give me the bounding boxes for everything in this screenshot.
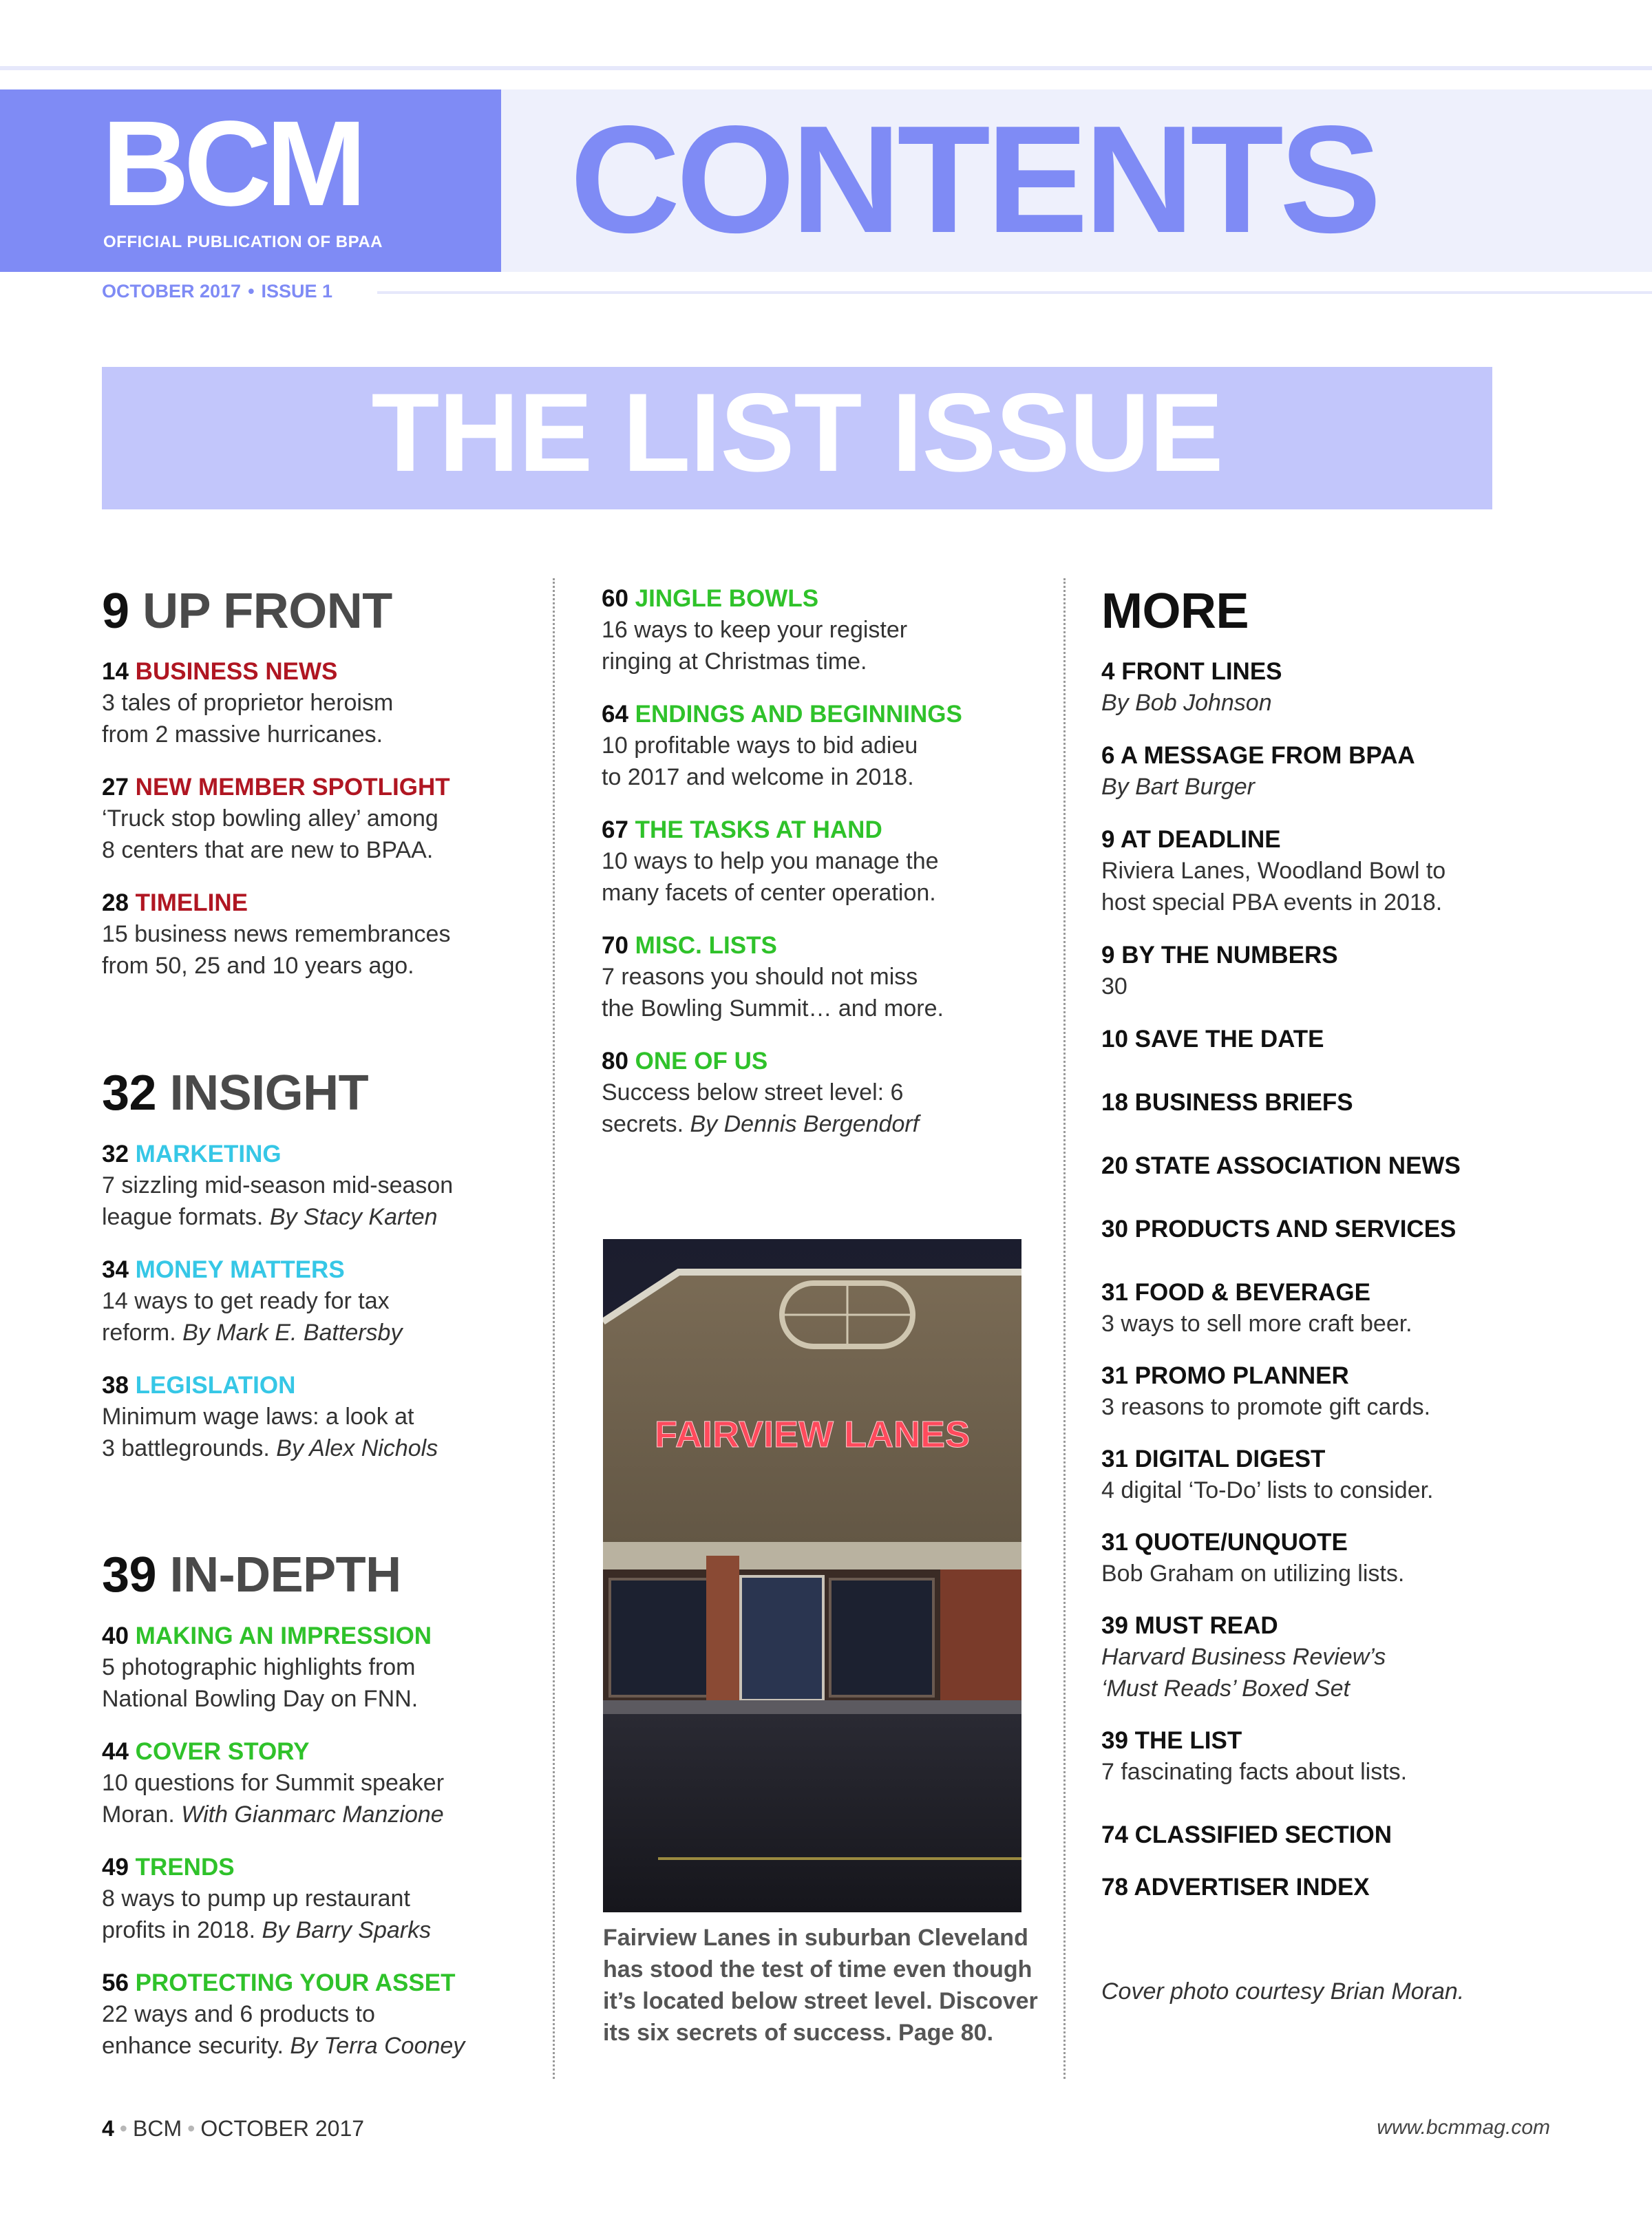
- entry-title: 74 CLASSIFIED SECTION: [1101, 1821, 1392, 1848]
- entry-desc: 22 ways and 6 products to: [102, 2001, 375, 2027]
- toc-entry[interactable]: [1101, 1527, 1569, 1589]
- entry-page: 40: [102, 1622, 129, 1649]
- entry-title: MAKING AN IMPRESSION: [135, 1622, 432, 1649]
- section-number: 9: [102, 584, 129, 639]
- top-rule: [0, 66, 1652, 70]
- entry-title: 4 FRONT LINES: [1101, 658, 1282, 685]
- entry-byline: By Stacy Karten: [269, 1204, 438, 1230]
- entry-byline: By Alex Nichols: [276, 1435, 438, 1461]
- footer-bullet: •: [119, 2116, 127, 2141]
- toc-entry[interactable]: [102, 657, 570, 750]
- entry-desc: 8 ways to pump up restaurant: [102, 1885, 410, 1912]
- toc-entry[interactable]: [602, 1046, 1070, 1140]
- toc-entry[interactable]: [1101, 1444, 1569, 1506]
- entry-desc: 3 reasons to promote gift cards.: [1101, 1394, 1431, 1420]
- entry-desc: 3 battlegrounds.: [102, 1435, 270, 1461]
- entry-title: PROTECTING YOUR ASSET: [135, 1969, 456, 1996]
- bcm-logo: BCM: [102, 96, 361, 231]
- toc-entry[interactable]: [602, 584, 1070, 677]
- entry-byline: By Bob Johnson: [1101, 690, 1272, 716]
- toc-entry[interactable]: [1101, 1151, 1569, 1181]
- entry-title: 39 MUST READ: [1101, 1612, 1278, 1639]
- footer-folio: [102, 2116, 364, 2142]
- entry-title: 39 THE LIST: [1101, 1727, 1242, 1754]
- entry-desc: 7 fascinating facts about lists.: [1101, 1759, 1408, 1785]
- entry-byline: By Bart Burger: [1101, 774, 1255, 800]
- entry-title: COVER STORY: [135, 1738, 310, 1765]
- entry-page: 34: [102, 1256, 129, 1283]
- toc-entry[interactable]: [102, 1139, 570, 1233]
- entry-title: TRENDS: [135, 1854, 235, 1881]
- entry-desc: host special PBA events in 2018.: [1101, 889, 1443, 916]
- toc-entry[interactable]: [102, 1371, 570, 1464]
- entry-page: 67: [602, 816, 628, 843]
- entry-desc: ringing at Christmas time.: [602, 648, 867, 675]
- entry-page: 49: [102, 1854, 129, 1881]
- entry-title: LEGISLATION: [135, 1372, 296, 1399]
- entry-byline: By Dennis Bergendorf: [690, 1111, 920, 1137]
- entry-page: 70: [602, 932, 628, 959]
- fairview-lanes-photo: [603, 1239, 1021, 1912]
- entry-desc: many facets of center operation.: [602, 880, 936, 906]
- toc-entry[interactable]: [102, 1255, 570, 1349]
- toc-entry[interactable]: [102, 772, 570, 866]
- entry-title: NEW MEMBER SPOTLIGHT: [135, 774, 450, 801]
- entry-page: 38: [102, 1372, 129, 1399]
- entry-title: MISC. LISTS: [635, 932, 777, 959]
- entry-desc: 7 sizzling mid-season mid-season: [102, 1172, 454, 1198]
- cover-credit-text: Cover photo courtesy Brian Moran.: [1101, 1978, 1465, 2005]
- toc-entry[interactable]: [1101, 1726, 1569, 1788]
- toc-entry[interactable]: [1101, 1024, 1569, 1055]
- entry-title: 18 BUSINESS BRIEFS: [1101, 1089, 1353, 1116]
- section-word: INSIGHT: [169, 1066, 369, 1121]
- entry-desc: 15 business news remembrances: [102, 921, 451, 947]
- entry-page: 80: [602, 1048, 628, 1075]
- entry-desc: National Bowling Day on FNN.: [102, 1686, 419, 1712]
- entry-desc: Riviera Lanes, Woodland Bowl to: [1101, 858, 1446, 884]
- list-issue-title: THE LIST ISSUE: [371, 370, 1223, 495]
- section-more: [1101, 584, 1249, 639]
- entry-byline: By Terra Cooney: [290, 2033, 465, 2059]
- entry-desc: 10 questions for Summit speaker: [102, 1770, 445, 1796]
- entry-desc: 10 profitable ways to bid adieu: [602, 732, 918, 759]
- entry-desc: 4 digital ‘To-Do’ lists to consider.: [1101, 1477, 1434, 1503]
- entry-desc: Bob Graham on utilizing lists.: [1101, 1561, 1405, 1587]
- entry-desc: reform.: [102, 1320, 176, 1346]
- entry-desc: 16 ways to keep your register: [602, 617, 908, 643]
- toc-entry[interactable]: [102, 1852, 570, 1946]
- toc-entry[interactable]: [602, 931, 1070, 1024]
- entry-desc: ‘Must Reads’ Boxed Set: [1101, 1675, 1350, 1702]
- entry-title: TIMELINE: [135, 889, 248, 916]
- footer-url[interactable]: www.bcmmag.com: [1377, 2116, 1550, 2139]
- column-divider-2: [1063, 578, 1066, 2079]
- toc-entry[interactable]: [102, 1621, 570, 1715]
- toc-entry[interactable]: [102, 1737, 570, 1830]
- entry-title: 31 DIGITAL DIGEST: [1101, 1446, 1326, 1472]
- issue-line: [102, 281, 332, 302]
- entry-title: 9 BY THE NUMBERS: [1101, 942, 1338, 969]
- entry-desc: 30: [1101, 973, 1127, 1000]
- entry-desc: to 2017 and welcome in 2018.: [602, 764, 914, 790]
- footer-magazine: BCM: [133, 2116, 182, 2141]
- entry-byline: By Barry Sparks: [262, 1917, 432, 1943]
- entry-page: 28: [102, 889, 129, 916]
- entry-title: THE TASKS AT HAND: [635, 816, 882, 843]
- entry-desc: 8 centers that are new to BPAA.: [102, 837, 434, 863]
- entry-title: 6 A MESSAGE FROM BPAA: [1101, 742, 1415, 769]
- entry-title: 20 STATE ASSOCIATION NEWS: [1101, 1152, 1461, 1179]
- entry-desc: enhance security.: [102, 2033, 284, 2059]
- toc-entry[interactable]: [1101, 1361, 1569, 1423]
- entry-title: 10 SAVE THE DATE: [1101, 1026, 1324, 1053]
- storefront-illustration: [603, 1239, 1021, 1912]
- issue-bullet: •: [248, 281, 255, 302]
- issue-number: ISSUE 1: [261, 281, 333, 302]
- entry-desc: Minimum wage laws: a look at: [102, 1404, 414, 1430]
- entry-title: JINGLE BOWLS: [635, 585, 819, 612]
- toc-entry[interactable]: [1101, 1088, 1569, 1118]
- entry-desc: ‘Truck stop bowling alley’ among: [102, 805, 438, 832]
- entry-desc: from 2 massive hurricanes.: [102, 721, 383, 748]
- toc-entry[interactable]: [1101, 1278, 1569, 1340]
- entry-title: 31 FOOD & BEVERAGE: [1101, 1279, 1370, 1306]
- entry-desc: from 50, 25 and 10 years ago.: [102, 953, 414, 979]
- toc-entry[interactable]: [1101, 741, 1569, 803]
- entry-page: 44: [102, 1738, 129, 1765]
- entry-desc: 7 reasons you should not miss: [602, 964, 918, 990]
- entry-desc: 14 ways to get ready for tax: [102, 1288, 390, 1314]
- entry-desc: 10 ways to help you manage the: [602, 848, 939, 874]
- section-in-depth: [102, 1547, 401, 1603]
- entry-title: ONE OF US: [635, 1048, 768, 1075]
- entry-desc: league formats.: [102, 1204, 264, 1230]
- section-up-front: [102, 584, 392, 639]
- cover-credit: [1101, 1976, 1569, 2007]
- toc-entry[interactable]: [1101, 1820, 1569, 1850]
- entry-desc: profits in 2018.: [102, 1917, 256, 1943]
- toc-entry[interactable]: [102, 888, 570, 982]
- entry-desc: 3 tales of proprietor heroism: [102, 690, 394, 716]
- section-word: IN-DEPTH: [169, 1547, 401, 1603]
- toc-entry[interactable]: [1101, 1872, 1569, 1903]
- entry-title: MONEY MATTERS: [135, 1256, 345, 1283]
- sign-text: FAIRVIEW LANES: [654, 1414, 971, 1455]
- entry-desc: the Bowling Summit… and more.: [602, 995, 944, 1022]
- entry-desc: Success below street level: 6: [602, 1079, 904, 1106]
- issue-rule: [377, 291, 1652, 294]
- toc-entry[interactable]: [1101, 825, 1569, 918]
- entry-title: BUSINESS NEWS: [135, 658, 338, 685]
- toc-entry[interactable]: [102, 1968, 570, 2062]
- toc-entry[interactable]: [1101, 1611, 1569, 1704]
- toc-entry[interactable]: [602, 699, 1070, 793]
- entry-byline: By Mark E. Battersby: [182, 1320, 403, 1346]
- entry-title: 78 ADVERTISER INDEX: [1101, 1874, 1370, 1901]
- entry-title: 31 PROMO PLANNER: [1101, 1362, 1349, 1389]
- section-number: 39: [102, 1547, 157, 1603]
- entry-title: 9 AT DEADLINE: [1101, 826, 1281, 853]
- entry-title: 30 PRODUCTS AND SERVICES: [1101, 1216, 1457, 1243]
- entry-desc: 3 ways to sell more craft beer.: [1101, 1311, 1412, 1337]
- entry-title: MARKETING: [135, 1141, 282, 1167]
- entry-desc: Moran.: [102, 1801, 175, 1828]
- logo-subtitle: OFFICIAL PUBLICATION OF BPAA: [103, 233, 383, 251]
- entry-page: 32: [102, 1141, 129, 1167]
- section-word: UP FRONT: [142, 584, 392, 639]
- entry-page: 60: [602, 585, 628, 612]
- entry-page: 56: [102, 1969, 129, 1996]
- page-title: CONTENTS: [570, 94, 1377, 265]
- section-word: MORE: [1101, 584, 1249, 639]
- toc-entry[interactable]: [1101, 940, 1569, 1002]
- photo-caption: Fairview Lanes in suburban Cleveland has stood the test of time even though it’s located below street level. Discover its six secrets of success. Page 80.: [603, 1925, 1038, 2046]
- entry-page: 64: [602, 701, 628, 728]
- entry-title: ENDINGS AND BEGINNINGS: [635, 701, 962, 728]
- toc-entry[interactable]: [602, 815, 1070, 909]
- entry-byline: With Gianmarc Manzione: [181, 1801, 444, 1828]
- entry-desc: 5 photographic highlights from: [102, 1654, 416, 1680]
- issue-date: OCTOBER 2017: [102, 281, 242, 302]
- entry-title: 31 QUOTE/UNQUOTE: [1101, 1529, 1348, 1556]
- page-number: 4: [102, 2116, 114, 2141]
- entry-page: 27: [102, 774, 129, 801]
- footer-date: OCTOBER 2017: [200, 2116, 365, 2141]
- toc-entry[interactable]: [1101, 1214, 1569, 1245]
- section-number: 32: [102, 1066, 157, 1121]
- footer-bullet: •: [187, 2116, 195, 2141]
- entry-desc: Harvard Business Review’s: [1101, 1644, 1386, 1670]
- entry-page: 14: [102, 658, 129, 685]
- entry-desc: secrets.: [602, 1111, 684, 1137]
- section-insight: [102, 1066, 369, 1121]
- toc-entry[interactable]: [1101, 657, 1569, 719]
